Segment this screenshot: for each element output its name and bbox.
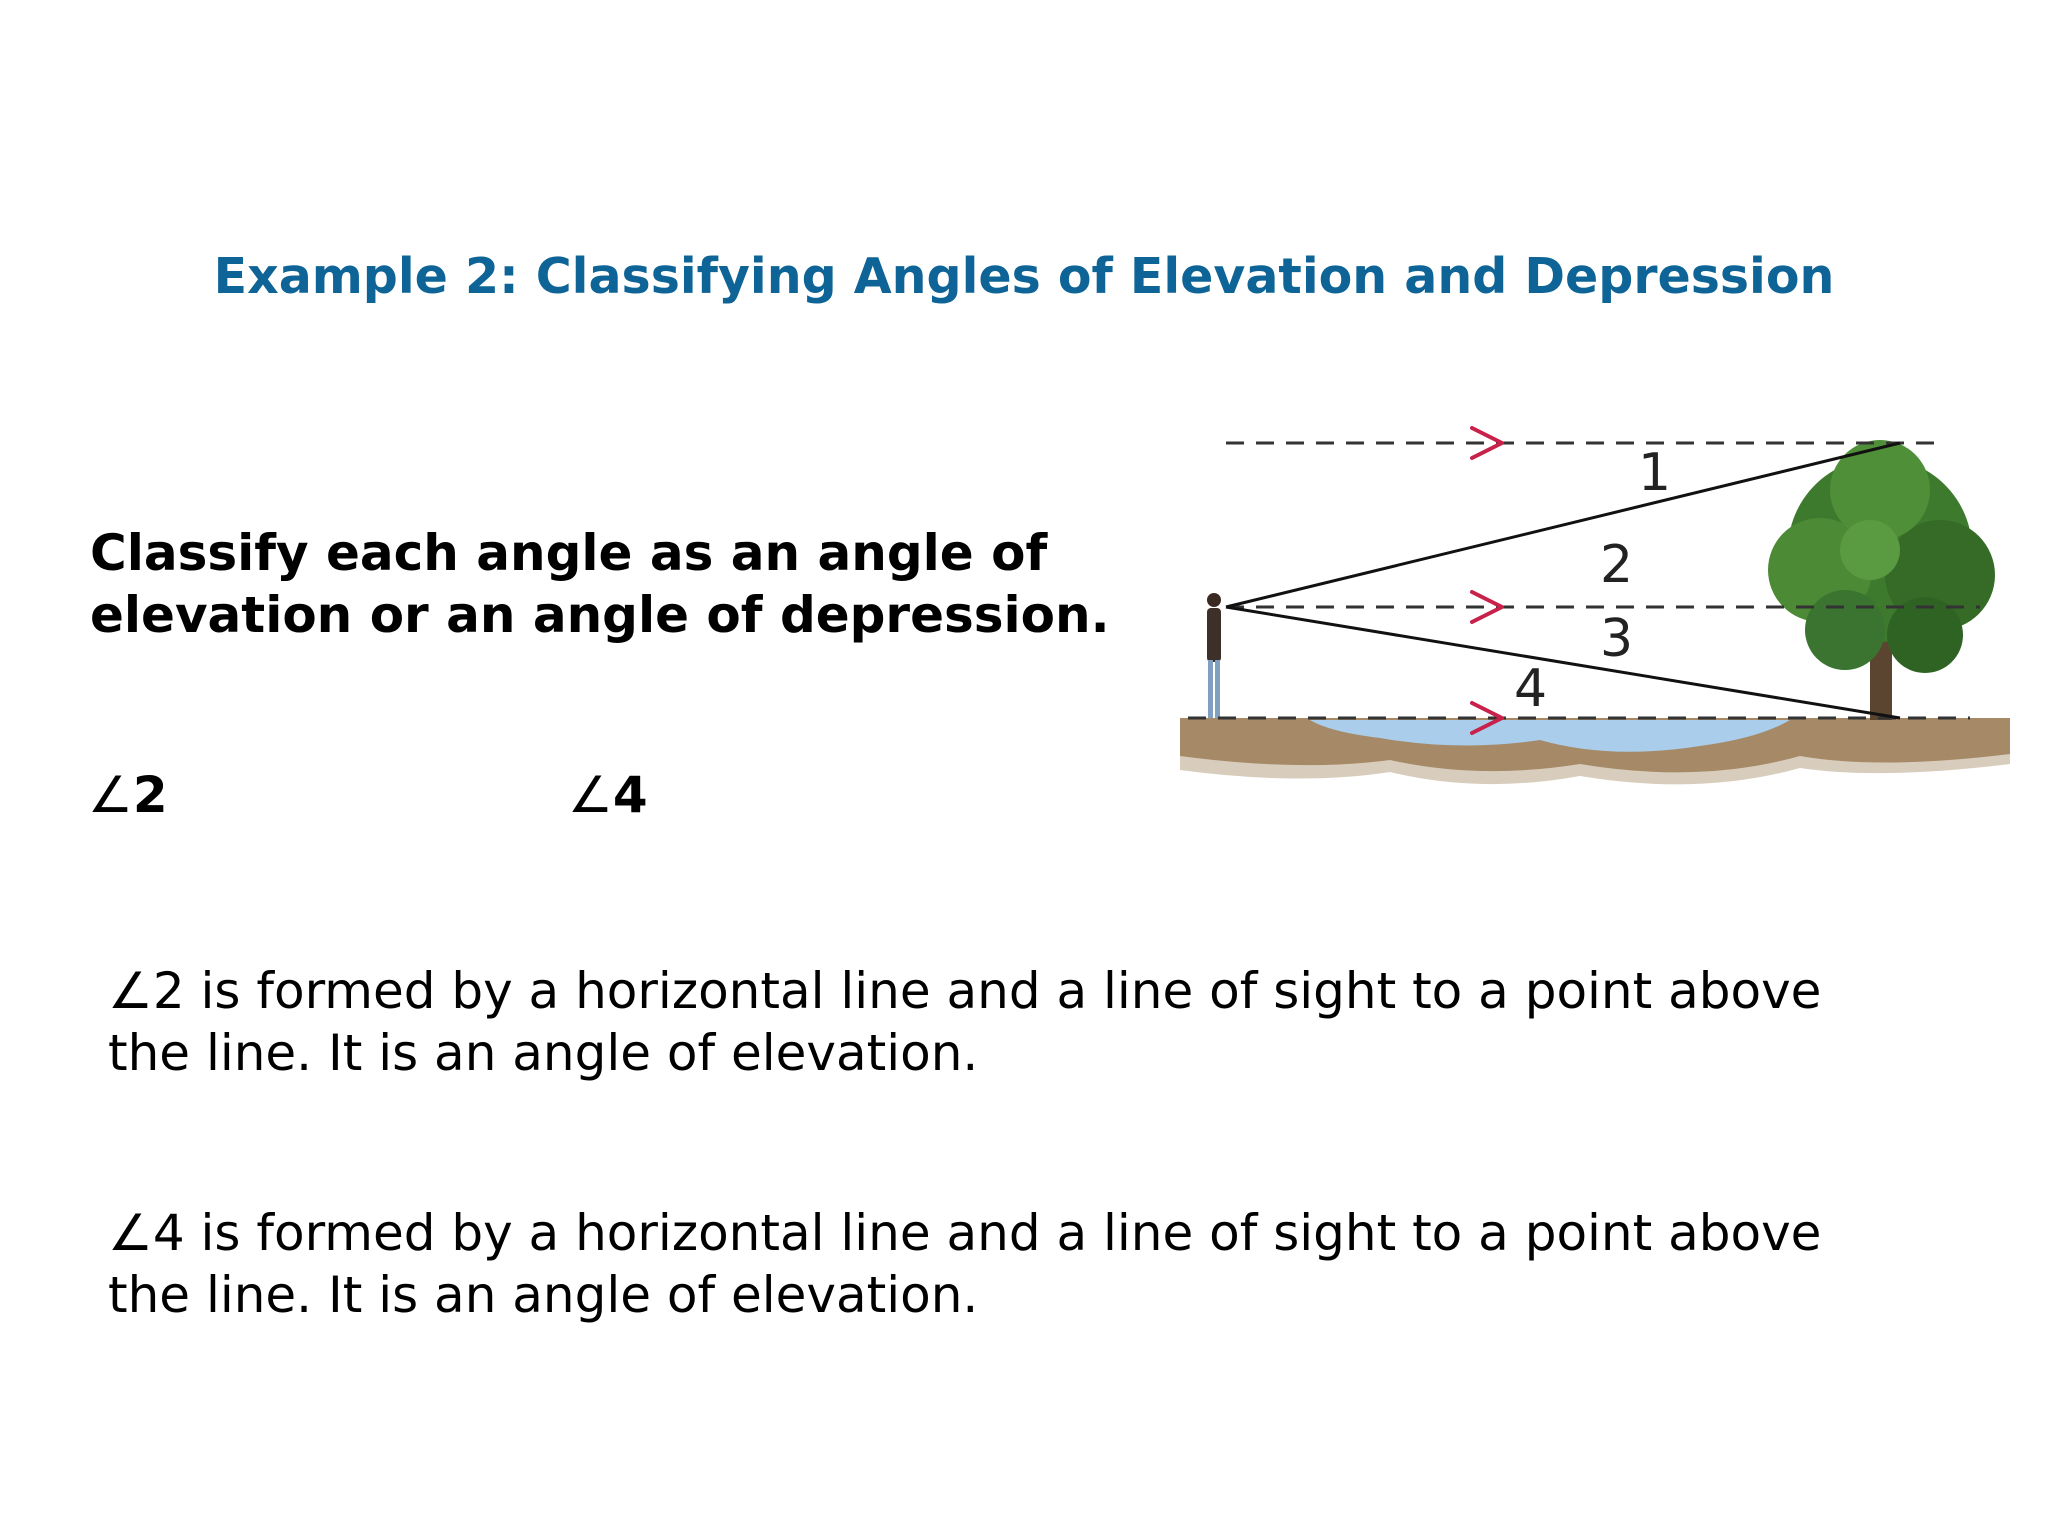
parallel-marks: [1472, 428, 1502, 733]
angle-symbol: ∠: [108, 962, 153, 1020]
page-title: Example 2: Classifying Angles of Elevation and Depression: [213, 248, 1835, 305]
answer-angle-number: 4: [152, 1204, 185, 1262]
person-icon: [1207, 593, 1221, 718]
answer-angle-4: [108, 1202, 1958, 1326]
angle-number: 4: [612, 766, 648, 824]
elevation-depression-diagram: [1180, 400, 2040, 800]
angle-label-1: 1: [1638, 443, 1672, 503]
angle-label-4: 4: [1514, 659, 1548, 719]
sight-line-to-tree-base: [1226, 607, 1900, 718]
angle-number: 2: [132, 766, 168, 824]
answer-text: is formed by a horizontal line and a line of sight to a point above: [184, 962, 1822, 1020]
answer-angle-2: [108, 960, 1958, 1084]
angle-4-label: [568, 764, 648, 826]
angle-symbol: ∠: [568, 766, 613, 824]
answer-line-1: [108, 1202, 1958, 1264]
answer-angle-number: 2: [152, 962, 185, 1020]
answer-text: is formed by a horizontal line and a line of sight to a point above: [184, 1204, 1822, 1262]
answer-line-1: [108, 960, 1958, 1022]
angle-symbol: ∠: [108, 1204, 153, 1262]
instruction-line-1: Classify each angle as an angle of: [90, 524, 1048, 582]
angle-symbol: ∠: [88, 766, 133, 824]
instruction-text: [90, 522, 1150, 646]
answer-line-2: the line. It is an angle of elevation.: [108, 1266, 979, 1324]
angle-label-2: 2: [1600, 535, 1634, 595]
instruction-line-2: elevation or an angle of depression.: [90, 586, 1110, 644]
tree-icon: [1768, 440, 1995, 720]
answer-line-2: the line. It is an angle of elevation.: [108, 1024, 979, 1082]
angle-label-3: 3: [1600, 609, 1634, 669]
angle-2-label: [88, 764, 168, 826]
